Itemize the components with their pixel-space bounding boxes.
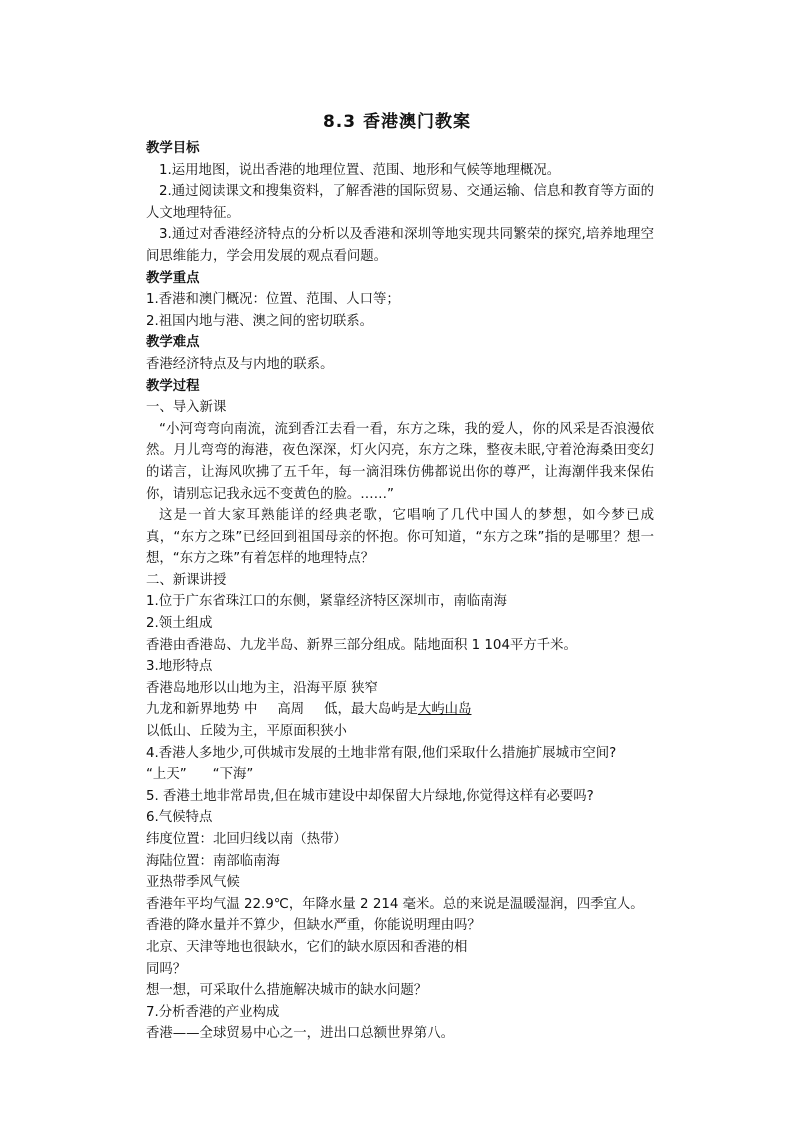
document-body [146, 138, 654, 1045]
paragraph: 同吗？ [146, 961, 187, 977]
paragraph: 1.运用地图，说出香港的地理位置、范围、地形和气候等地理概况。 [159, 162, 561, 178]
paragraph: 香港经济特点及与内地的联系。 [146, 356, 334, 372]
text-span: 九龙和新界地势 中 [146, 702, 258, 718]
paragraph: 香港岛地形以山地为主，沿海平原 狭窄 [146, 680, 378, 696]
list-item: 4.香港人多地少,可供城市发展的土地非常有限,他们采取什么措施扩展城市空间? [146, 745, 617, 761]
fill-blank-answer: 大屿山岛 [417, 702, 472, 718]
heading-difficulties: 教学难点 [146, 335, 200, 351]
subheading-new-lesson: 二、新课讲授 [146, 572, 227, 588]
list-item: 6.气候特点 [146, 810, 213, 826]
paragraph: 香港——全球贸易中心之一，进出口总额世界第八。 [146, 1026, 454, 1042]
text-span: “上天” [146, 767, 187, 783]
paragraph [146, 699, 654, 721]
paragraph: 2.通过阅读课文和搜集资料，了解香港的国际贸易、交通运输、信息和教育等方面的人文地理特征。 [146, 184, 654, 221]
paragraph: 香港年平均气温 22.9℃，年降水量 2 214 毫米。总的来说是温暖湿润，四季宜人。 [146, 896, 644, 912]
paragraph: 纬度位置：北回归线以南（热带） [146, 832, 347, 847]
list-item: 3.地形特点 [146, 659, 213, 675]
text-span: “下海” [212, 767, 254, 783]
paragraph: 3.通过对香港经济特点的分析以及香港和深圳等地实现共同繁荣的探究,培养地理空间思维能力，学会用发展的观点看问题。 [146, 227, 654, 264]
paragraph: 北京、天津等地也很缺水，它们的缺水原因和香港的相 [146, 939, 468, 955]
heading-process: 教学过程 [146, 378, 200, 394]
text-span: 低，最大岛屿是 [324, 702, 418, 718]
text-span: 高周 [277, 702, 305, 718]
paragraph: 1.香港和澳门概况：位置、范围、人口等； [146, 292, 400, 308]
subheading-intro: 一、导入新课 [146, 400, 227, 416]
paragraph: 2.祖国内地与港、澳之间的密切联系。 [146, 313, 374, 329]
paragraph [146, 764, 654, 786]
list-item: 1.位于广东省珠江口的东侧，紧靠经济特区深圳市，南临南海 [146, 594, 507, 610]
list-item: 2.领土组成 [146, 616, 213, 632]
paragraph: 香港的降水量并不算少，但缺水严重，你能说明理由吗？ [146, 918, 481, 934]
paragraph: 这是一首大家耳熟能详的经典老歌，它唱响了几代中国人的梦想，如今梦已成真，“东方之珠”已经回到祖国母亲的怀抱。你可知道，“东方之珠”指的是哪里？想一想，“东方之珠”有着怎样的地理特点？ [146, 508, 654, 567]
paragraph: 以低山、丘陵为主，平原面积狭小 [146, 724, 347, 740]
list-item: 5. 香港土地非常昂贵,但在城市建设中却保留大片绿地,你觉得这样有必要吗? [146, 788, 594, 804]
page-title: 8.3 香港澳门教案 [322, 112, 472, 132]
song-lyrics: “小河弯弯向南流，流到香江去看一看，东方之珠，我的爱人，你的风采是否浪漫依然。月儿弯弯的海港，夜色深深，灯火闪亮，东方之珠，整夜未眠,守着沧海桑田变幻的诺言，让海风吹拂了五千年，每一滴泪珠仿佛都说出你的尊严，让海潮伴我来保佑你，请别忘记我永远不变黄色的脸。……” [146, 421, 654, 502]
heading-key-points: 教学重点 [146, 270, 200, 286]
paragraph: 香港由香港岛、九龙半岛、新界三部分组成。陆地面积 1 104平方千米。 [146, 637, 577, 653]
paragraph: 想一想，可采取什么措施解决城市的缺水问题？ [146, 983, 428, 999]
paragraph: 海陆位置：南部临南海 [146, 853, 280, 869]
paragraph: 亚热带季风气候 [146, 875, 240, 891]
list-item: 7.分析香港的产业构成 [146, 1004, 280, 1020]
heading-goals: 教学目标 [146, 141, 200, 156]
